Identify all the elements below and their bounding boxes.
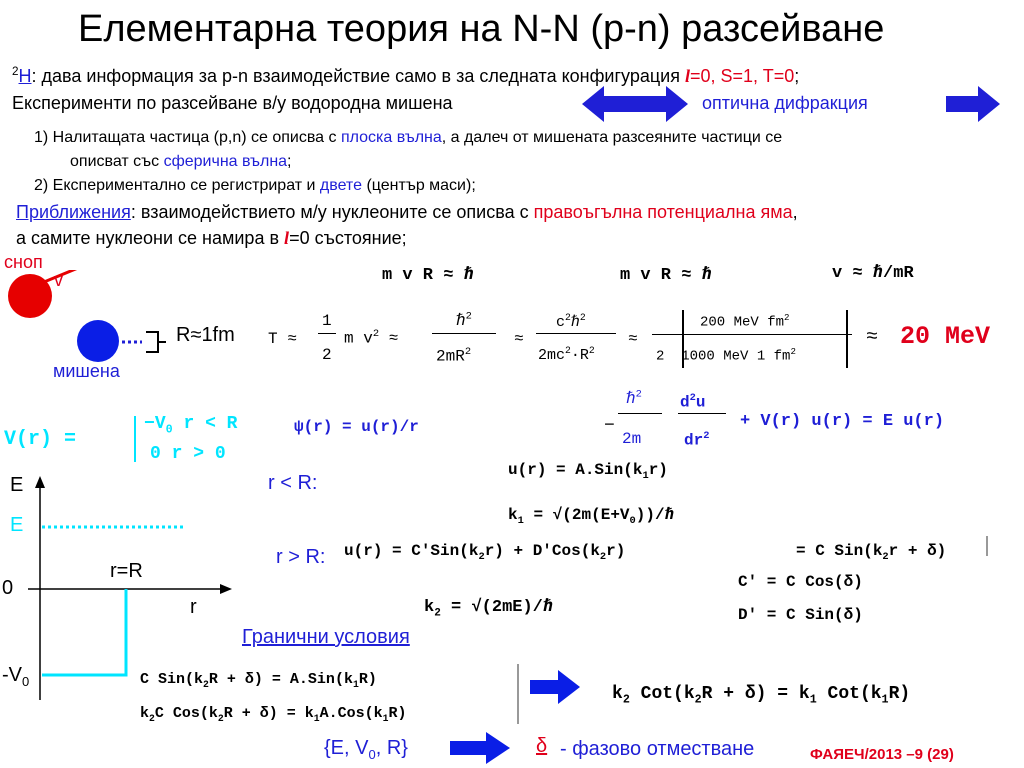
graph-V0-sub: 0 <box>22 674 30 689</box>
k2-definition: $k_2$ = √(2mE)/ℏ <box>424 598 554 620</box>
approx-line-2 <box>16 228 407 249</box>
boundary-conditions-link[interactable]: Гранични условия <box>242 626 410 648</box>
u-inside-A-sin: A.Sin <box>575 461 624 479</box>
D-prime-symbol: D' <box>738 606 758 624</box>
energy-T: T ≈ <box>268 330 297 348</box>
approx-comma: , <box>792 202 798 222</box>
approx-line-1 <box>16 202 798 223</box>
u-inside: $u(r) = A.Sin(k_1r)$ <box>508 461 668 483</box>
c2-den: $2mc^2\cdot R^2$ <box>538 345 595 364</box>
graph-V0-text: -V <box>2 664 22 686</box>
u-inside-k: k <box>632 461 643 479</box>
k2-def-2: 2 <box>491 598 503 617</box>
v-symbol: v <box>832 264 843 283</box>
target-label: мишена <box>53 361 120 381</box>
V-symbol: V <box>4 428 17 451</box>
c2-den-mc: mc <box>547 347 566 364</box>
psi-arg: r <box>313 418 323 436</box>
cot-lhs: Cot <box>640 684 674 704</box>
u-outside-divider <box>986 536 988 556</box>
hbar2-num: ℏ$^2$ <box>456 310 472 330</box>
u-outside: $u(r) = C'Sin(k_2r) + D'Cos(k_2r)$ <box>344 542 626 564</box>
den-line: 2 1000 MeV 1 $fm^2$ <box>656 346 796 365</box>
c2-den-2: 2 <box>538 347 548 364</box>
intro-text: : дава информация за p-n взаимодействие само в за следната конфигурация <box>31 66 680 86</box>
plane-wave-term: плоска вълна <box>340 129 442 146</box>
bc2-rhs: A.Cos <box>319 705 365 722</box>
u-outside-phase: = C $Sin(k_2r + \delta)$ <box>796 542 947 564</box>
region-inside-label: r < R: <box>268 472 318 494</box>
u-outside-phase-sin: C Sin <box>815 542 864 560</box>
ode-hbar-sq: 2 <box>635 388 642 401</box>
point-1-text-b: , а далеч от мишената разсеяните частици се <box>441 129 783 146</box>
radius-symbol: R <box>176 324 191 346</box>
case-R: R <box>226 414 238 434</box>
graph-zero-label: 0 <box>2 577 14 599</box>
c-symbol: c <box>556 314 566 331</box>
V-arg: r <box>28 428 41 451</box>
beam-particle-icon <box>4 270 84 320</box>
point-1 <box>34 129 782 147</box>
config-end: ; <box>794 66 800 86</box>
approx-text: : взаимодействието м/у нуклеоните се описва с <box>130 202 529 222</box>
k1-def-E: E <box>600 506 611 524</box>
hbar2-den-2: 2 <box>436 347 446 366</box>
paren-right-1 <box>846 310 848 368</box>
ode-dr2: $dr^2$ <box>684 430 710 450</box>
ode-minus: − <box>604 416 615 436</box>
u-definition: ψ(r) = u(r)/r <box>294 418 419 436</box>
mv-sq: 2 <box>372 328 380 340</box>
parameters-set <box>324 737 408 762</box>
mv2-term: m $v^2$ ≈ <box>344 328 399 348</box>
bc2-lhs: C Cos <box>154 705 200 722</box>
cot-rhs: Cot <box>827 684 860 704</box>
graph-rR-label: r=R <box>110 560 143 582</box>
half-num: 1 <box>322 312 332 330</box>
graph-E-level-label: E <box>10 514 24 536</box>
approx-eq-1: ≈ <box>514 330 524 348</box>
case-r: r <box>183 414 195 434</box>
ode-rhs: + V(r) u(r) = E u(r) <box>740 412 945 431</box>
case-r2: r <box>171 444 183 464</box>
bc1-rhs: A.Sin <box>289 671 335 688</box>
mv: m v <box>344 329 373 348</box>
params-text: {E, V <box>324 737 369 759</box>
D-prime: D' = C Sin(δ) <box>738 606 863 624</box>
mvr-2: m v R <box>620 266 672 285</box>
den-2: 2 <box>656 348 665 365</box>
point-1-end: ; <box>287 153 292 170</box>
ode-d: d <box>680 393 690 412</box>
u-inside-k-sub: 1 <box>642 470 649 483</box>
bc1-k-sub: 2 <box>203 679 209 690</box>
result-20mev: 20 MeV <box>900 322 991 351</box>
params-end: , R} <box>375 737 408 759</box>
graph-r-axis-label: r <box>190 596 197 618</box>
k1-definition: $k_1$ = $√(2m(E+V_0))/\hbar$ <box>508 506 675 528</box>
k1-def-V: V <box>619 506 630 524</box>
den-1: 1 <box>756 348 766 365</box>
velocity-label: v <box>54 270 63 290</box>
case-V: V <box>154 414 166 434</box>
approximations-link[interactable]: Приближения <box>16 202 131 222</box>
den-fm: fm <box>773 348 791 365</box>
C-prime: C' = C Cos(δ) <box>738 573 863 591</box>
ode-dr: dr <box>684 431 704 450</box>
graph-E-axis-label: E <box>10 474 24 496</box>
c2-num: $c^2\hbar^2$ <box>556 312 586 331</box>
params-sub: 0 <box>368 747 376 762</box>
cases-brace <box>134 416 136 462</box>
ode-E: E <box>882 412 894 431</box>
u-inside-symbol: u <box>508 461 518 479</box>
c2-den-R: R <box>579 347 589 364</box>
k1-def-m: m <box>581 506 592 524</box>
formula-mvr-2: m v R ≈ ℏ <box>620 266 712 285</box>
potential-def: V(r) = <box>4 428 77 451</box>
case-zero2: 0 <box>214 444 226 464</box>
case-1: $-V_0$ r < R <box>144 414 238 437</box>
source-label: ФАЯЕЧ/2013 –9 (29) <box>810 746 954 763</box>
point-2-text: 2) Експериментално се регистрират и <box>34 177 316 194</box>
approx-eq-3: ≈ <box>866 326 879 349</box>
C-prime-symbol: C' <box>738 573 758 591</box>
ode-fraction-1 <box>618 413 662 414</box>
both-term: двете <box>319 177 362 194</box>
ode-V: V <box>760 412 771 431</box>
radius-value: 1fm <box>201 324 235 346</box>
approx-l: l <box>284 228 290 248</box>
graph-V0-label <box>2 664 29 689</box>
u-outside-D-cos: D'Cos <box>532 542 581 560</box>
point-2 <box>34 177 476 195</box>
bc1-R: R <box>208 671 218 688</box>
ode-d2u: $d^2u$ <box>680 392 706 412</box>
deuteron-link[interactable]: H <box>18 66 32 86</box>
num-200: 200 MeV $fm^2$ <box>700 312 790 331</box>
case-V-sub: 0 <box>165 422 173 437</box>
half-fraction-line <box>318 333 336 334</box>
ode-hbar2: ℏ$^2$ <box>626 388 642 408</box>
point-2-text-b: (център маси); <box>366 177 476 194</box>
big-fraction-line <box>652 334 852 335</box>
approx-text-3: =0 състояние; <box>289 228 407 248</box>
hbar2-fraction-line <box>432 333 496 334</box>
T-symbol: T <box>268 330 278 348</box>
point-1-cont <box>70 153 292 171</box>
ode-2m: 2m <box>622 430 642 448</box>
approx-eq-2: ≈ <box>628 330 638 348</box>
ode-fraction-2 <box>678 413 726 414</box>
double-arrow-icon <box>582 84 688 124</box>
hbar-sq: 2 <box>465 310 472 323</box>
config-values: =0, S=1, T=0 <box>690 66 795 86</box>
approx-text-2: а самите нуклеони се намира в <box>16 228 280 248</box>
region-outside-label: r > R: <box>276 546 326 568</box>
bc1-lhs: C Sin <box>140 671 186 688</box>
bc-1: C $Sin(k_2R + \delta) = A.Sin(k_1R)$ <box>140 671 377 690</box>
k2-def-mE: mE <box>502 598 523 617</box>
formula-v: v ≈ ℏ/mR <box>832 264 914 283</box>
u-symbol: u <box>361 418 371 436</box>
C-prime-rhs: C Cos <box>786 573 835 591</box>
den-1000: 1000 MeV <box>681 348 749 365</box>
phase-symbol: δ <box>536 735 548 757</box>
isotope-mass-number: 2 <box>12 65 19 78</box>
intro-line-2: Експерименти по разсейване в/у водородна мишена <box>12 93 453 113</box>
page-title: Елементарна теория на N-N (p-n) разсейване <box>78 8 885 50</box>
hbar2-den <box>436 346 471 365</box>
right-arrow-icon <box>946 84 1000 124</box>
c2-fraction-line <box>536 333 616 334</box>
case-2: 0 r > 0 <box>150 444 226 464</box>
target-particle-icon <box>76 316 172 366</box>
point-1-text: 1) Налитащата частица (p,n) се описва с <box>34 129 337 146</box>
square-well-term: правоъгълна потенциална яма <box>533 202 793 222</box>
u-outside-symbol: u <box>344 542 354 560</box>
bc-2: $k_2C$ $Cos(k_2R + \delta) = k_1A.Cos(k_1R)$ <box>140 705 407 724</box>
num-200-text: 200 MeV fm <box>700 314 785 331</box>
result-arrow-icon <box>530 670 580 704</box>
beam-label: сноп <box>4 252 43 272</box>
cot-equation: $k_2$ $Cot(k_2R + \delta) = k_1$ $Cot(k_1R)$ <box>612 684 911 707</box>
hbar2-den-mR: mR <box>445 347 465 366</box>
approx-symbol: ≈ <box>190 324 202 346</box>
k1-def-2: 2 <box>571 506 582 524</box>
mR: mR <box>893 264 914 283</box>
point-1-text-c: описват със <box>70 153 160 170</box>
params-arrow-icon <box>450 732 510 764</box>
optical-diffraction-label: оптична дифракция <box>702 93 868 113</box>
case-zero: 0 <box>150 444 161 464</box>
config-l: l <box>684 66 690 86</box>
u-outside-C-sin: C'Sin <box>411 542 460 560</box>
D-prime-rhs: C Sin <box>786 606 835 624</box>
half-den: 2 <box>322 346 332 364</box>
mvr-1: m v R <box>382 266 434 285</box>
hbar2-den-sq: 2 <box>464 346 472 358</box>
spherical-wave-term: сферична вълна <box>163 153 288 170</box>
bc-divider <box>517 664 519 724</box>
phase-shift-label: - фазово отместване <box>560 738 755 760</box>
radius-label <box>176 324 235 347</box>
formula-mvr-1: m v R ≈ ℏ <box>382 266 474 285</box>
